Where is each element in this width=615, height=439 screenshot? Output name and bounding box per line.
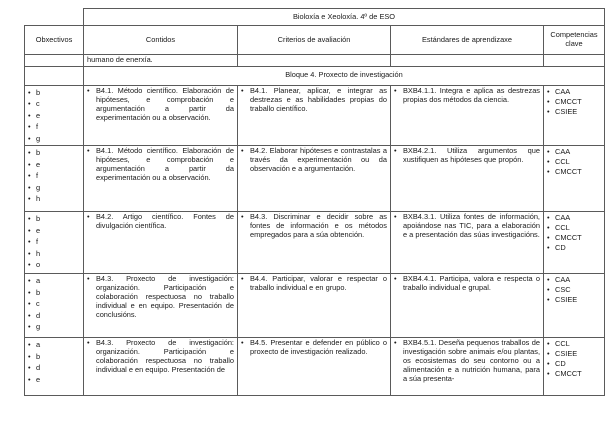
criterion-text: • B4.2. Elaborar hipóteses e contrastalas a través da experimentación ou da observación e a argumentación. bbox=[241, 147, 387, 174]
objectives-list bbox=[28, 339, 80, 385]
standard-text: • BXB4.4.1. Participa, valora e respecta o traballo individual e grupal. bbox=[394, 275, 540, 293]
criterion-cell bbox=[238, 212, 391, 274]
objectives-list bbox=[28, 275, 80, 333]
standard-cell bbox=[391, 274, 544, 338]
competences-cell bbox=[544, 274, 605, 338]
header-row bbox=[25, 26, 605, 55]
objective-item: • d bbox=[28, 362, 80, 374]
standard-cell bbox=[391, 212, 544, 274]
competences-list bbox=[547, 147, 601, 177]
objective-item: • h bbox=[28, 248, 80, 260]
competence-item: • CCL bbox=[547, 339, 601, 349]
content-text: • B4.1. Método científico. Elaboración de hipóteses, e comprobación e argumentación a partir da experimentación ou a observación. bbox=[87, 147, 234, 183]
competence-item: • CMCCT bbox=[547, 233, 601, 243]
carry-over-content: humano de enerxía. bbox=[84, 55, 238, 67]
content-text: • B4.3. Proxecto de investigación: organización. Participación e colaboración respectuosa no traballo individual e en equipo. Presentación de conclusións. bbox=[87, 275, 234, 320]
header-competences: Competencias clave bbox=[544, 26, 605, 55]
header-objectives: Obxectivos bbox=[25, 26, 84, 55]
table-body bbox=[25, 85, 605, 396]
criterion-cell bbox=[238, 338, 391, 396]
content-text: • B4.1. Método científico. Elaboración de hipóteses, e comprobación e argumentación a partir da experimentación ou a observación. bbox=[87, 87, 234, 123]
competences-list bbox=[547, 213, 601, 253]
standard-cell bbox=[391, 146, 544, 212]
objective-item: • g bbox=[28, 133, 80, 145]
criterion-cell bbox=[238, 146, 391, 212]
block-row bbox=[25, 66, 605, 85]
objective-item: • c bbox=[28, 98, 80, 110]
objective-item: • e bbox=[28, 110, 80, 122]
objective-item: • b bbox=[28, 213, 80, 225]
objective-item: • g bbox=[28, 182, 80, 194]
content-cell bbox=[84, 338, 238, 396]
objectives-cell bbox=[25, 274, 84, 338]
competences-cell bbox=[544, 212, 605, 274]
table-row bbox=[25, 274, 605, 338]
competence-item: • CSC bbox=[547, 285, 601, 295]
standard-text: • BXB4.3.1. Utiliza fontes de información, apoiándose nas TIC, para a elaboración e a presentación das súas investigacións. bbox=[394, 213, 540, 240]
objective-item: • f bbox=[28, 236, 80, 248]
competence-item: • CCL bbox=[547, 157, 601, 167]
objective-item: • c bbox=[28, 298, 80, 310]
header-standards: Estándares de aprendizaxe bbox=[391, 26, 544, 55]
table-row bbox=[25, 212, 605, 274]
competences-list bbox=[547, 275, 601, 305]
criterion-cell bbox=[238, 85, 391, 146]
objectives-list bbox=[28, 147, 80, 205]
objective-item: • g bbox=[28, 321, 80, 333]
standard-text: • BXB4.1.1. Integra e aplica as destrezas propias dos métodos da ciencia. bbox=[394, 87, 540, 105]
objective-item: • f bbox=[28, 170, 80, 182]
competence-item: • CSIEE bbox=[547, 107, 601, 117]
curriculum-table bbox=[24, 8, 605, 396]
objective-item: • b bbox=[28, 351, 80, 363]
criterion-text: • B4.3. Discriminar e decidir sobre as fontes de información e os métodos empregados para a súa obtención. bbox=[241, 213, 387, 240]
competence-item: • CMCCT bbox=[547, 167, 601, 177]
competence-item: • CAA bbox=[547, 275, 601, 285]
title-spacer bbox=[25, 9, 84, 26]
objective-item: • d bbox=[28, 310, 80, 322]
competence-item: • CAA bbox=[547, 213, 601, 223]
subject-title: Bioloxía e Xeoloxía. 4º de ESO bbox=[84, 9, 605, 26]
standard-cell bbox=[391, 338, 544, 396]
criterion-text: • B4.5. Presentar e defender en público o proxecto de investigación realizado. bbox=[241, 339, 387, 357]
criterion-text: • B4.1. Planear, aplicar, e integrar as destrezas e as habilidades propias do traballo científico. bbox=[241, 87, 387, 114]
competence-item: • CAA bbox=[547, 87, 601, 97]
criterion-text: • B4.4. Participar, valorar e respectar o traballo individual e en grupo. bbox=[241, 275, 387, 293]
competences-list bbox=[547, 339, 601, 379]
header-criteria: Criterios de avaliación bbox=[238, 26, 391, 55]
competence-item: • CMCCT bbox=[547, 97, 601, 107]
competence-item: • CD bbox=[547, 359, 601, 369]
standard-text: • BXB4.2.1. Utiliza argumentos que xustifiquen as hipóteses que propón. bbox=[394, 147, 540, 165]
carry-over-criterion bbox=[238, 55, 391, 67]
content-cell bbox=[84, 274, 238, 338]
carry-over-standard bbox=[391, 55, 544, 67]
objective-item: • e bbox=[28, 159, 80, 171]
competences-cell bbox=[544, 146, 605, 212]
objective-item: • a bbox=[28, 339, 80, 351]
header-contents: Contidos bbox=[84, 26, 238, 55]
objective-item: • b bbox=[28, 287, 80, 299]
objectives-list bbox=[28, 87, 80, 145]
table-row bbox=[25, 146, 605, 212]
carry-over-competences bbox=[544, 55, 605, 67]
standard-text: • BXB4.5.1. Deseña pequenos traballos de investigación sobre animais e/ou plantas, os ecosistemas do seu contorno ou a alimentación e a nutrición humana, para a súa presenta- bbox=[394, 339, 540, 384]
content-text: • B4.3. Proxecto de investigación: organización. Participación e colaboración respectuosa no traballo individual e en equipo. Presentación de bbox=[87, 339, 234, 375]
competence-item: • CCL bbox=[547, 223, 601, 233]
content-text: • B4.2. Artigo científico. Fontes de divulgación científica. bbox=[87, 213, 234, 231]
content-cell bbox=[84, 212, 238, 274]
objectives-cell bbox=[25, 146, 84, 212]
content-cell bbox=[84, 146, 238, 212]
block-title: Bloque 4. Proxecto de investigación bbox=[84, 66, 605, 85]
competence-item: • CMCCT bbox=[547, 369, 601, 379]
objective-item: • e bbox=[28, 225, 80, 237]
objective-item: • a bbox=[28, 275, 80, 287]
competences-cell bbox=[544, 85, 605, 146]
competence-item: • CSIEE bbox=[547, 349, 601, 359]
objectives-cell bbox=[25, 212, 84, 274]
competence-item: • CAA bbox=[547, 147, 601, 157]
criterion-cell bbox=[238, 274, 391, 338]
carry-over-objectives bbox=[25, 55, 84, 67]
objectives-cell bbox=[25, 85, 84, 146]
competences-list bbox=[547, 87, 601, 117]
content-cell bbox=[84, 85, 238, 146]
block-spacer bbox=[25, 66, 84, 85]
standard-cell bbox=[391, 85, 544, 146]
objective-item: • e bbox=[28, 374, 80, 386]
objective-item: • h bbox=[28, 193, 80, 205]
competences-cell bbox=[544, 338, 605, 396]
objective-item: • o bbox=[28, 259, 80, 271]
table-row bbox=[25, 338, 605, 396]
table-row bbox=[25, 85, 605, 146]
objectives-cell bbox=[25, 338, 84, 396]
objective-item: • b bbox=[28, 147, 80, 159]
objective-item: • f bbox=[28, 121, 80, 133]
objective-item: • b bbox=[28, 87, 80, 99]
carry-over-row bbox=[25, 55, 605, 67]
competence-item: • CD bbox=[547, 243, 601, 253]
competence-item: • CSIEE bbox=[547, 295, 601, 305]
title-row bbox=[25, 9, 605, 26]
objectives-list bbox=[28, 213, 80, 271]
